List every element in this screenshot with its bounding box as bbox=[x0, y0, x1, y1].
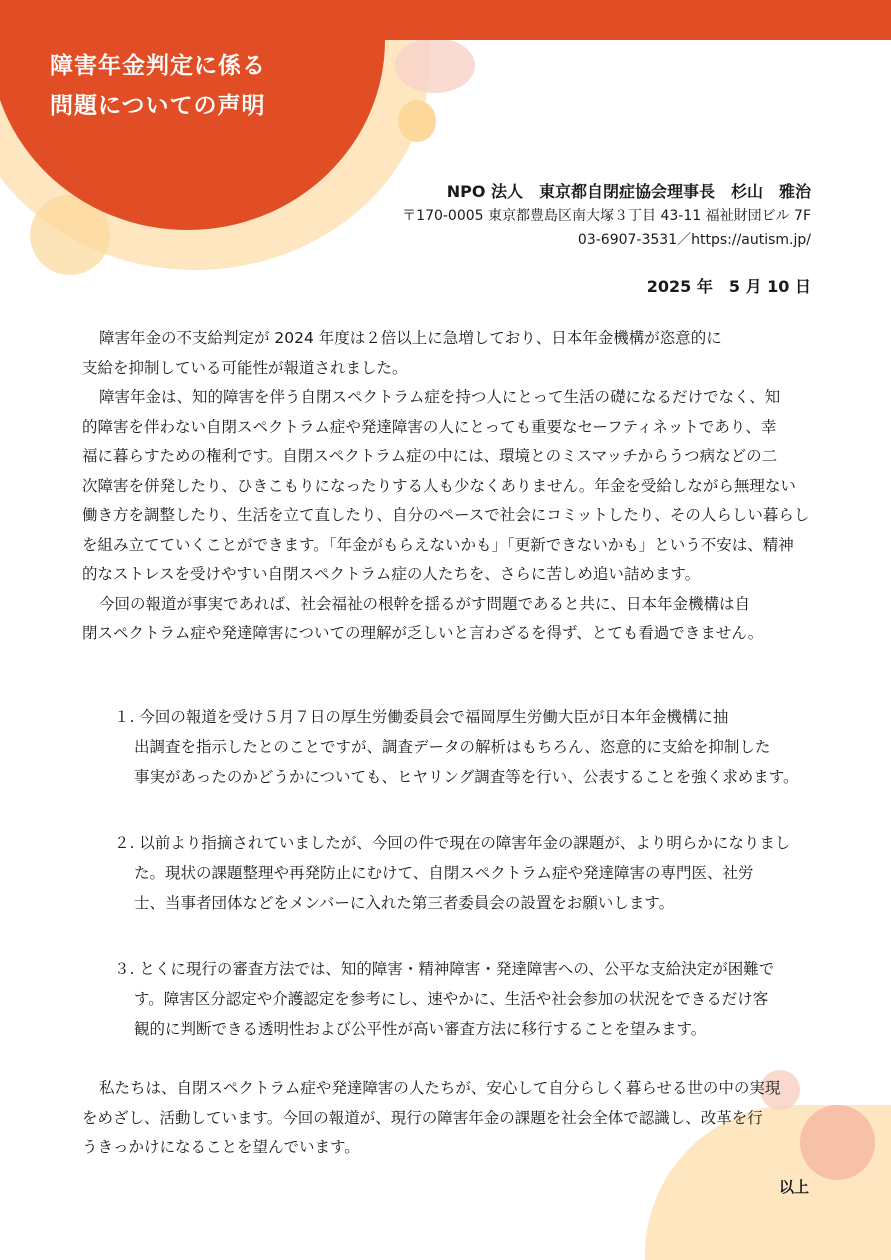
title-line: 障害年金判定に係る bbox=[50, 53, 266, 79]
text-line: 支給を抑制している可能性が報道されました。 bbox=[82, 358, 408, 377]
text-line: うきっかけになることを望んでいます。 bbox=[82, 1138, 360, 1156]
closing-paragraph bbox=[82, 1074, 832, 1163]
text-line: を組み立てていくことができます。「年金がもらえないかも」「更新できないかも」という不安は、精神 bbox=[82, 535, 794, 554]
text-line: ３. とくに現行の審査方法では、知的障害・精神障害・発達障害への、公平な支給決定が困難で bbox=[114, 960, 775, 978]
statement-body bbox=[82, 324, 832, 649]
text-line: 働き方を調整したり、生活を立て直したり、自分のペースで社会にコミットしたり、その人らしい暮らし bbox=[82, 506, 810, 524]
end-mark: 以上 bbox=[778, 1178, 809, 1196]
statement-date: 2025 年 5 月 10 日 bbox=[646, 277, 811, 296]
author-block bbox=[402, 180, 811, 252]
text-line: 事実があったのかどうかについても、ヒヤリング調査等を行い、公表することを強く求めます。 bbox=[134, 768, 799, 786]
text-line: 福に暮らすための権利です。自閉スペクトラム症の中には、環境とのミスマッチからうつ病などの二 bbox=[82, 447, 778, 465]
request-item-1 bbox=[114, 702, 834, 792]
pink-circle-decoration bbox=[395, 38, 475, 93]
request-item-3 bbox=[114, 954, 834, 1044]
text-line: １. 今回の報道を受け５月７日の厚生労働委員会で福岡厚生労働大臣が日本年金機構に抽 bbox=[114, 708, 729, 726]
top-banner bbox=[360, 0, 891, 40]
text-line: をめざし、活動しています。今回の報道が、現行の障害年金の課題を社会全体で認識し、改革を行 bbox=[82, 1108, 763, 1127]
text-line: 次障害を併発したり、ひきこもりになったりする人も少なくありません。年金を受給しながら無理ない bbox=[82, 476, 796, 495]
text-line: 閉スペクトラム症や発達障害についての理解が乏しいと言わざるを得ず、とても看過できません。 bbox=[82, 624, 764, 642]
author-name: NPO 法人 東京都自閉症協会理事長 杉山 雅治 bbox=[446, 182, 811, 201]
text-line: 的なストレスを受けやすい自閉スペクトラム症の人たちを、さらに苦しめ追い詰めます。 bbox=[82, 565, 701, 583]
request-item-2 bbox=[114, 828, 834, 918]
text-line: 今回の報道が事実であれば、社会福祉の根幹を揺るがす問題であると共に、日本年金機構は自 bbox=[99, 594, 751, 613]
author-contact: 03-6907-3531／https://autism.jp/ bbox=[577, 232, 811, 248]
yellow-circle-decoration bbox=[398, 100, 436, 142]
text-line: ２. 以前より指摘されていましたが、今回の件で現在の障害年金の課題が、より明らかになりまし bbox=[114, 834, 791, 852]
title-line: 問題についての声明 bbox=[50, 93, 266, 119]
text-line: す。障害区分認定や介護認定を参考にし、速やかに、生活や社会参加の状況をできるだけ客 bbox=[134, 990, 769, 1008]
text-line: 障害年金の不支給判定が 2024 年度は２倍以上に急増しており、日本年金機構が恣意的に bbox=[99, 329, 722, 347]
text-line: 出調査を指示したとのことですが、調査データの解析はもちろん、恣意的に支給を抑制した bbox=[134, 738, 771, 756]
text-line: 障害年金は、知的障害を伴う自閉スペクトラム症を持つ人にとって生活の礎になるだけでなく、知 bbox=[99, 388, 781, 406]
text-line: 私たちは、自閉スペクトラム症や発達障害の人たちが、安心して自分らしく暮らせる世の中の実現 bbox=[99, 1079, 781, 1097]
page-title bbox=[50, 46, 266, 126]
author-address: 〒170-0005 東京都豊島区南大塚３丁目 43-11 福祉財団ビル 7F bbox=[402, 208, 811, 224]
text-line: 的障害を伴わない自閉スペクトラム症や発達障害の人にとっても重要なセーフティネットであり、幸 bbox=[82, 417, 777, 436]
text-line: た。現状の課題整理や再発防止にむけて、自閉スペクトラム症や発達障害の専門医、社労 bbox=[134, 864, 754, 882]
text-line: 観的に判断できる透明性および公平性が高い審査方法に移行することを望みます。 bbox=[134, 1020, 707, 1038]
text-line: 士、当事者団体などをメンバーに入れた第三者委員会の設置をお願いします。 bbox=[134, 894, 675, 912]
